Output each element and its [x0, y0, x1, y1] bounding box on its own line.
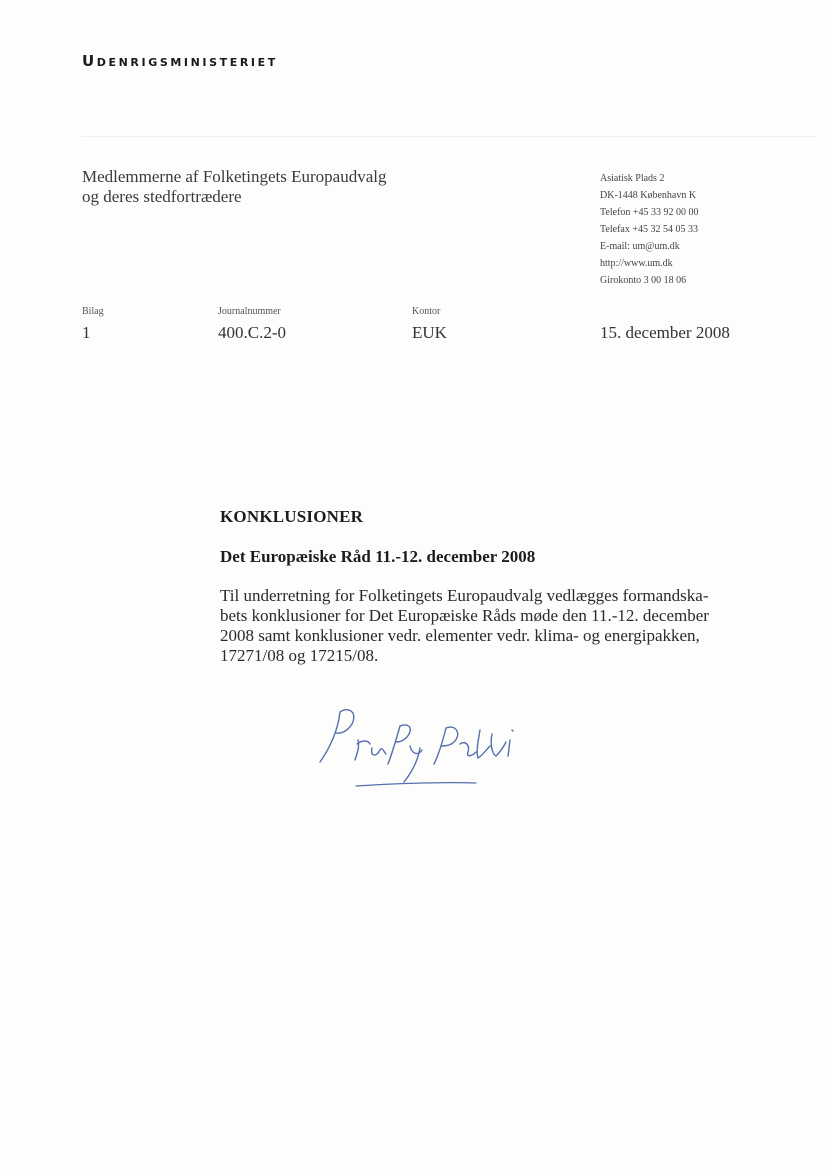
kontor-label: Kontor	[412, 306, 441, 317]
document-heading: KONKLUSIONER	[220, 507, 364, 526]
body-paragraph	[220, 586, 740, 666]
signature-strokes	[320, 710, 513, 786]
recipient-block	[82, 167, 387, 207]
document-subheading: Det Europæiske Råd 11.-12. december 2008	[220, 547, 536, 566]
ministry-letterhead: Udenrigsministeriet	[82, 52, 278, 70]
address-web: http://www.um.dk	[600, 258, 673, 269]
recipient-line-1: Medlemmerne af Folketingets Europaudvalg	[82, 167, 387, 186]
recipient-line-2: og deres stedfortrædere	[82, 187, 242, 206]
address-city: DK-1448 København K	[600, 190, 697, 201]
address-street: Asiatisk Plads 2	[600, 173, 665, 184]
journal-label: Journalnummer	[218, 306, 281, 317]
bilag-value: 1	[82, 323, 91, 342]
address-giro: Girokonto 3 00 18 06	[600, 275, 687, 286]
journal-value: 400.C.2-0	[218, 323, 286, 342]
handwritten-signature	[300, 700, 550, 800]
address-fax: Telefax +45 32 54 05 33	[600, 224, 698, 235]
letter-date: 15. december 2008	[600, 323, 730, 342]
address-phone: Telefon +45 33 92 00 00	[600, 207, 699, 218]
body-line: 17271/08 og 17215/08.	[220, 646, 379, 665]
bilag-label: Bilag	[82, 306, 104, 317]
kontor-value: EUK	[412, 323, 447, 342]
sender-address-block	[600, 170, 699, 289]
body-line: Til underretning for Folketingets Europaudvalg vedlægges formandska-	[220, 586, 709, 605]
body-line: bets konklusioner for Det Europæiske Råds møde den 11.-12. december	[220, 606, 709, 625]
body-line: 2008 samt konklusioner vedr. elementer vedr. klima- og energipakken,	[220, 626, 700, 645]
header-divider	[82, 136, 816, 137]
address-email: E-mail: um@um.dk	[600, 241, 680, 252]
